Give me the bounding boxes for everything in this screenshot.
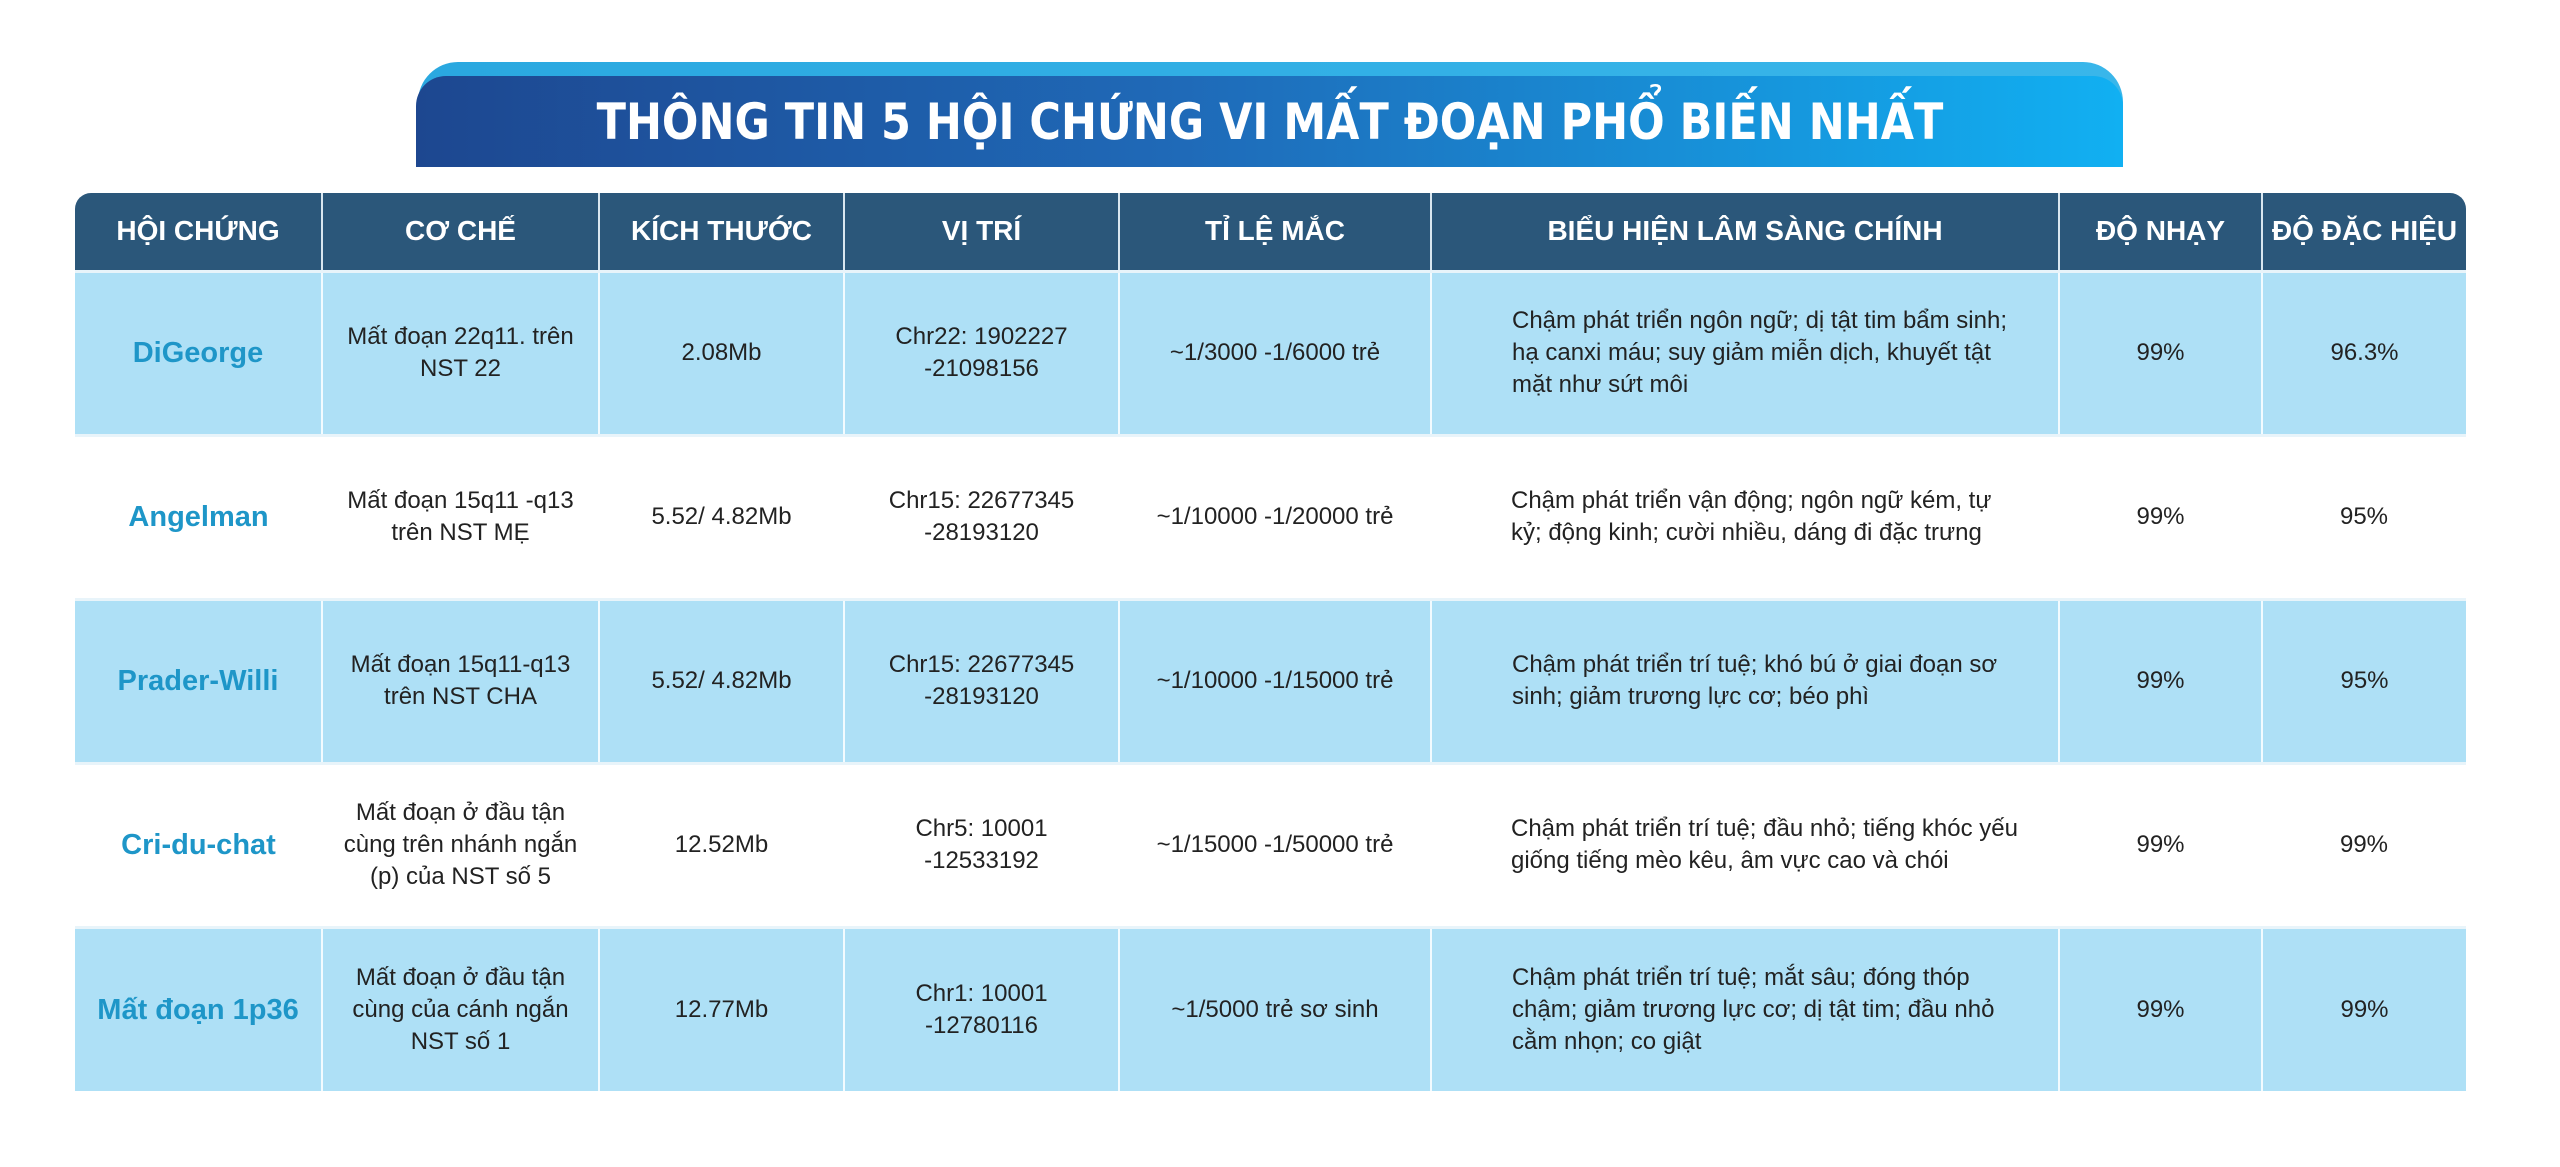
mechanism-cell: Mất đoạn ở đầu tận cùng trên nhánh ngắn (p) của NST số 5 — [322, 763, 599, 927]
table-row — [75, 435, 2466, 599]
table-row — [75, 927, 2466, 1091]
size-cell: 2.08Mb — [599, 271, 844, 435]
header-sensitivity: ĐỘ NHẠY — [2059, 193, 2262, 271]
header-symptoms: BIỂU HIỆN LÂM SÀNG CHÍNH — [1431, 193, 2059, 271]
location-cell: Chr15: 22677345 -28193120 — [844, 435, 1119, 599]
specificity-cell: 99% — [2262, 763, 2466, 927]
table-row — [75, 599, 2466, 763]
mechanism-cell: Mất đoạn 15q11-q13 trên NST CHA — [322, 599, 599, 763]
sensitivity-cell: 99% — [2059, 435, 2262, 599]
prevalence-cell: ~1/3000 -1/6000 trẻ — [1119, 271, 1431, 435]
specificity-cell: 95% — [2262, 435, 2466, 599]
header-location: VỊ TRÍ — [844, 193, 1119, 271]
symptoms-cell: Chậm phát triển trí tuệ; đầu nhỏ; tiếng khóc yếu giống tiếng mèo kêu, âm vực cao và chói — [1431, 763, 2059, 927]
symptoms-cell: Chậm phát triển ngôn ngữ; dị tật tim bẩm sinh; hạ canxi máu; suy giảm miễn dịch, khuyết tật mặt như sứt môi — [1431, 271, 2059, 435]
syndrome-name: Cri-du-chat — [75, 763, 322, 927]
mechanism-cell: Mất đoạn ở đầu tận cùng của cánh ngắn NST số 1 — [322, 927, 599, 1091]
header-prevalence: TỈ LỆ MẮC — [1119, 193, 1431, 271]
title-banner — [416, 76, 2123, 167]
header-size: KÍCH THƯỚC — [599, 193, 844, 271]
sensitivity-cell: 99% — [2059, 927, 2262, 1091]
size-cell: 5.52/ 4.82Mb — [599, 435, 844, 599]
table-header-row — [75, 193, 2466, 271]
symptoms-cell: Chậm phát triển vận động; ngôn ngữ kém, tự kỷ; động kinh; cười nhiều, dáng đi đặc trưng — [1431, 435, 2059, 599]
table-row — [75, 271, 2466, 435]
specificity-cell: 96.3% — [2262, 271, 2466, 435]
size-cell: 12.52Mb — [599, 763, 844, 927]
header-mechanism: CƠ CHẾ — [322, 193, 599, 271]
syndrome-name: Angelman — [75, 435, 322, 599]
location-cell: Chr15: 22677345 -28193120 — [844, 599, 1119, 763]
specificity-cell: 95% — [2262, 599, 2466, 763]
location-cell: Chr22: 1902227 -21098156 — [844, 271, 1119, 435]
header-syndrome: HỘI CHỨNG — [75, 193, 322, 271]
sensitivity-cell: 99% — [2059, 271, 2262, 435]
symptoms-cell: Chậm phát triển trí tuệ; khó bú ở giai đoạn sơ sinh; giảm trương lực cơ; béo phì — [1431, 599, 2059, 763]
page-title: THÔNG TIN 5 HỘI CHỨNG VI MẤT ĐOẠN PHỔ BIẾN NHẤT — [596, 92, 1943, 151]
location-cell: Chr1: 10001 -12780116 — [844, 927, 1119, 1091]
syndrome-name: Mất đoạn 1p36 — [75, 927, 322, 1091]
prevalence-cell: ~1/5000 trẻ sơ sinh — [1119, 927, 1431, 1091]
size-cell: 12.77Mb — [599, 927, 844, 1091]
table-row — [75, 763, 2466, 927]
syndrome-name: Prader-Willi — [75, 599, 322, 763]
sensitivity-cell: 99% — [2059, 599, 2262, 763]
prevalence-cell: ~1/15000 -1/50000 trẻ — [1119, 763, 1431, 927]
prevalence-cell: ~1/10000 -1/15000 trẻ — [1119, 599, 1431, 763]
syndrome-table — [75, 193, 2466, 1091]
sensitivity-cell: 99% — [2059, 763, 2262, 927]
mechanism-cell: Mất đoạn 15q11 -q13 trên NST MẸ — [322, 435, 599, 599]
symptoms-cell: Chậm phát triển trí tuệ; mắt sâu; đóng thóp chậm; giảm trương lực cơ; dị tật tim; đầu nhỏ cằm nhọn; co giật — [1431, 927, 2059, 1091]
mechanism-cell: Mất đoạn 22q11. trên NST 22 — [322, 271, 599, 435]
syndrome-name: DiGeorge — [75, 271, 322, 435]
location-cell: Chr5: 10001 -12533192 — [844, 763, 1119, 927]
specificity-cell: 99% — [2262, 927, 2466, 1091]
size-cell: 5.52/ 4.82Mb — [599, 599, 844, 763]
prevalence-cell: ~1/10000 -1/20000 trẻ — [1119, 435, 1431, 599]
header-specificity: ĐỘ ĐẶC HIỆU — [2262, 193, 2466, 271]
